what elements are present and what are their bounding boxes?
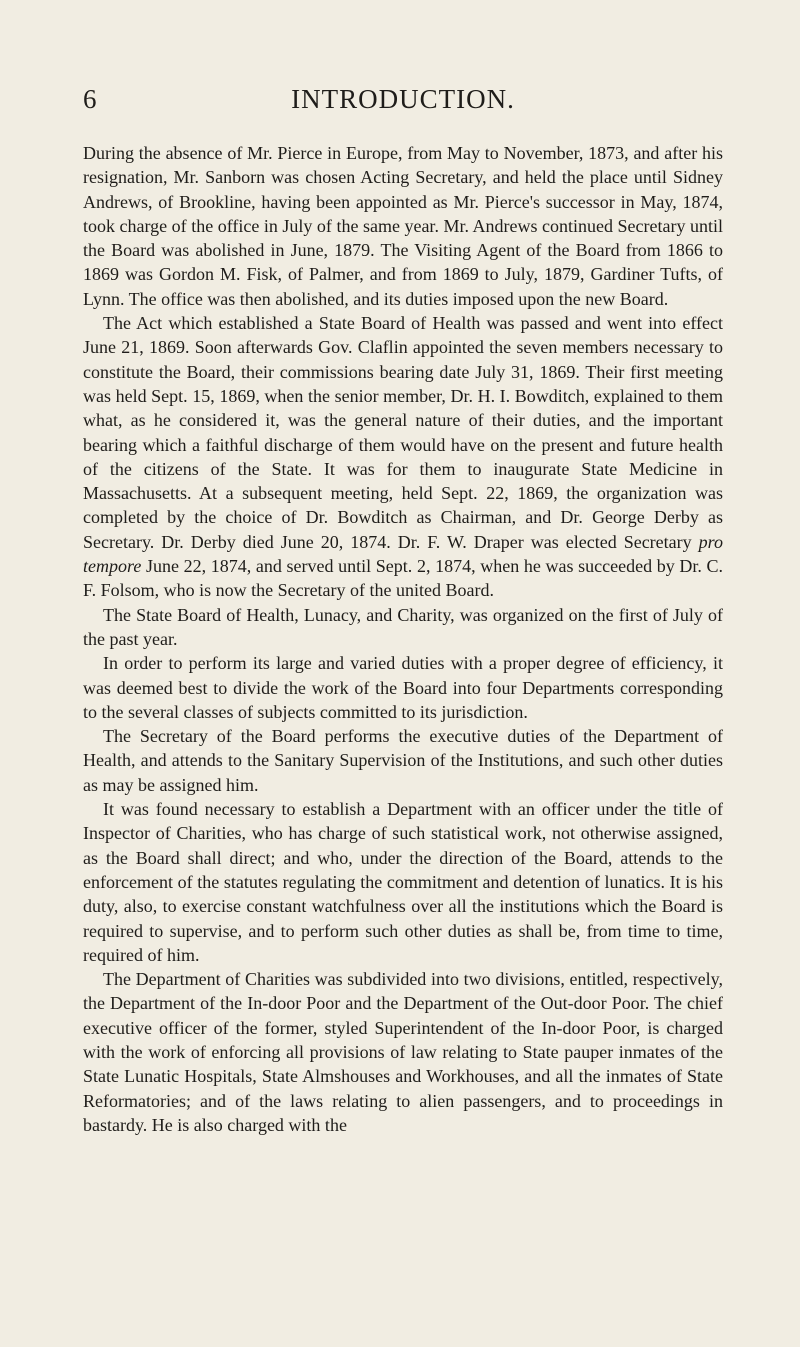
- paragraph-text: The Department of Charities was subdivided into two divisions, entitled, respectively, the Department of the In-door Poor and the Department of the Out-door Poor. The chief executive officer of the former, styled Superintendent of the In-door Poor, is charged with the work of enforcing all provisions of law relating to State pauper inmates of the State Lunatic Hospitals, State Almshouses and Workhouses, and all the inmates of State Reformatories; and of the laws relating to alien passengers, and to proceedings in bastardy. He is also charged with the: [83, 969, 723, 1135]
- paragraph-text: The Secretary of the Board performs the executive duties of the Department of Health, and attends to the Sanitary Supervision of the Institutions, and such other duties as may be assigned him.: [83, 726, 723, 795]
- paragraph-text: June 22, 1874, and served until Sept. 2, 1874, when he was succeeded by Dr. C. F. Folsom, who is now the Secretary of the united Board.: [83, 556, 724, 601]
- latin-phrase: pro tempore: [83, 531, 723, 577]
- paragraph: [83, 311, 723, 603]
- paragraph: [83, 967, 723, 1137]
- running-head: [83, 82, 723, 122]
- chapter-title: INTRODUCTION.: [291, 84, 515, 114]
- paragraph-text: In order to perform its large and varied duties with a proper degree of efficiency, it was deemed best to divide the work of the Board into four Departments corresponding to the several classes of subjects committed to its jurisdiction.: [83, 653, 723, 722]
- paragraph-text: The State Board of Health, Lunacy, and Charity, was organized on the first of July of the past year.: [83, 604, 723, 649]
- paragraph: [83, 141, 723, 311]
- paragraph-text: It was found necessary to establish a Department with an officer under the title of Inspector of Charities, who has charge of such statistical work, not otherwise assigned, as the Board shall direct; and who, under the direction of the Board, attends to the enforcement of the statutes regulating the commitment and detention of lunatics. It is his duty, also, to exercise constant watchfulness over all the institutions which the Board is required to supervise, and to perform such other duties as shall be, from time to time, required of him.: [83, 799, 723, 965]
- paragraph: [83, 724, 723, 797]
- paragraph: [83, 797, 723, 967]
- paragraph-text: During the absence of Mr. Pierce in Europe, from May to November, 1873, and after his resignation, Mr. Sanborn was chosen Acting Secretary, and held the place until Sidney Andrews, of Brookline, having been appointed as Mr. Pierce's successor in May, 1874, took charge of the office in July of the same year. Mr. Andrews continued Secretary until the Board was abolished in June, 1879. The Visiting Agent of the Board from 1866 to 1869 was Gordon M. Fisk, of Palmer, and from 1869 to July, 1879, Gardiner Tufts, of Lynn. The office was then abolished, and its duties imposed upon the new Board.: [83, 143, 723, 309]
- paragraph: [83, 651, 723, 724]
- page-number: 6: [83, 84, 97, 114]
- paragraph: [83, 603, 723, 652]
- body-text: [83, 141, 723, 1137]
- paragraph-text: The Act which established a State Board of Health was passed and went into effect June 21, 1869. Soon afterwards Gov. Claflin appointed the seven members necessary to constitute the Board, their commissions bearing date July 31, 1869. Their first meeting was held Sept. 15, 1869, when the senior member, Dr. H. I. Bowditch, explained to them what, as he considered it, was the general nature of their duties, and the important bearing which a faithful discharge of them would have on the present and future health of the citizens of the State. It was for them to inaugurate State Medicine in Massachusetts. At a subsequent meeting, held Sept. 22, 1869, the organization was completed by the choice of Dr. Bowditch as Chairman, and Dr. George Derby as Secretary. Dr. Derby died June 20, 1874. Dr. F. W. Draper was elected Secretary: [83, 313, 723, 552]
